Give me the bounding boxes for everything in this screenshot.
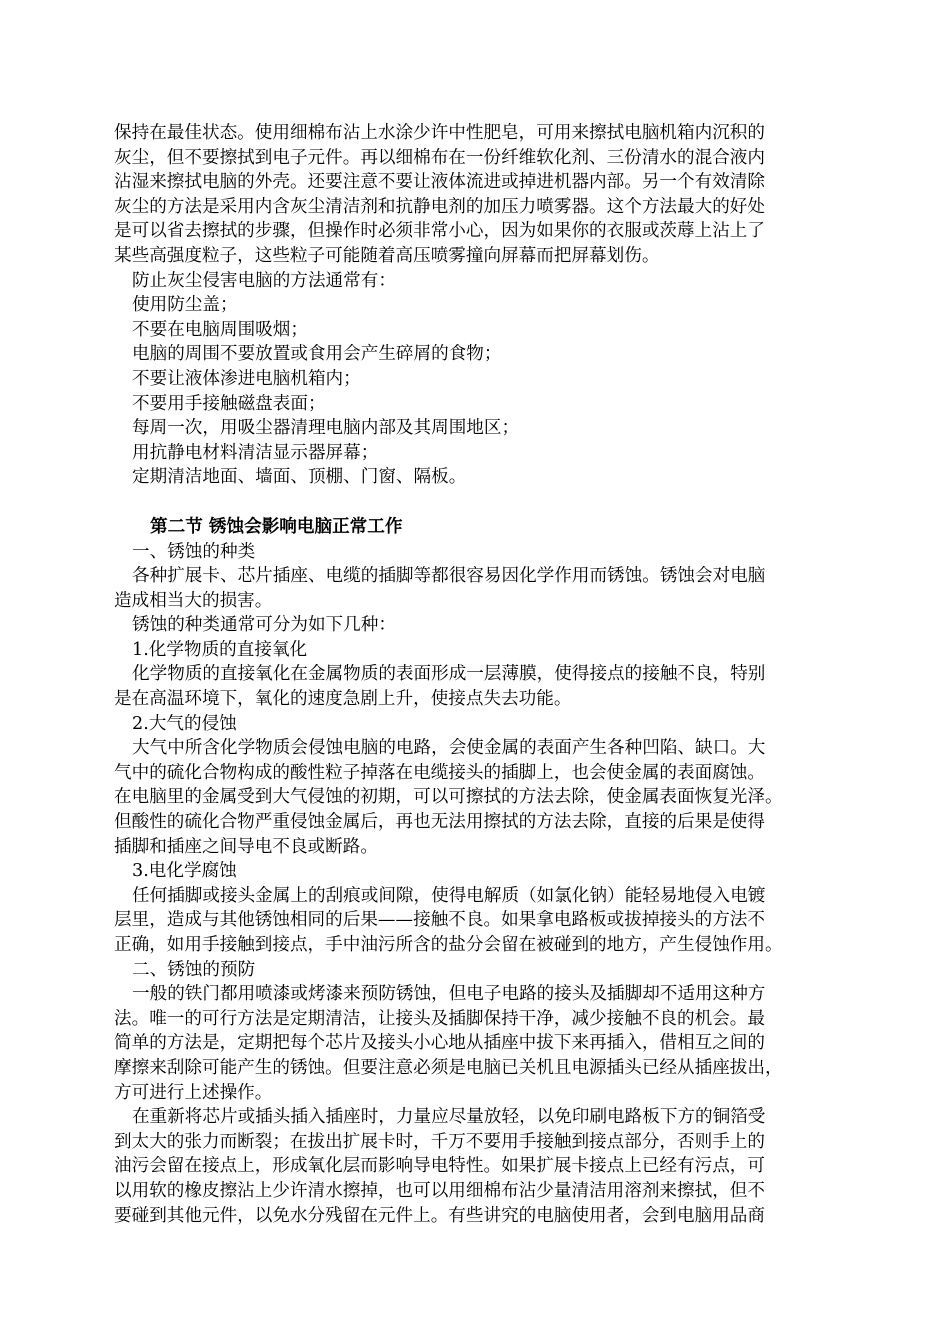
paragraph-line: 法。唯一的可行方法是定期清洁，让接头及插脚保持干净，减少接触不良的机会。最 <box>114 1008 765 1029</box>
paragraph-line: 简单的方法是，定期把每个芯片及接头小心地从插座中拔下来再插入，借相互之间的 <box>114 1033 765 1054</box>
prevent-intro: 防止灰尘侵害电脑的方法通常有： <box>132 270 396 291</box>
paragraph-line: 各种扩展卡、芯片插座、电缆的插脚等都很容易因化学作用而锈蚀。锈蚀会对电脑 <box>132 566 766 587</box>
paragraph-line: 但酸性的硫化合物严重侵蚀金属后，再也无法用擦拭的方法去除，直接的后果是使得 <box>114 812 765 833</box>
paragraph-line: 在重新将芯片或插头插入插座时，力量应尽量放轻，以免印刷电路板下方的铜箔受 <box>132 1107 766 1128</box>
paragraph-line: 方可进行上述操作。 <box>114 1082 273 1103</box>
list-item: 每周一次，用吸尘器清理电脑内部及其周围地区； <box>132 418 520 439</box>
paragraph-line: 任何插脚或接头金属上的刮痕或间隙，使得电解质（如氯化钠）能轻易地侵入电镀 <box>132 885 766 906</box>
paragraph-line: 油污会留在接点上，形成氧化层而影响导电特性。如果扩展卡接点上已经有污点，可 <box>114 1156 765 1177</box>
paragraph-line: 一般的铁门都用喷漆或烤漆来预防锈蚀，但电子电路的接头及插脚却不适用这种方 <box>132 984 766 1005</box>
paragraph-line: 在电脑里的金属受到大气侵蚀的初期，可以可擦拭的方法去除，使金属表面恢复光泽。 <box>114 787 783 808</box>
paragraph-line: 是在高温环境下，氧化的速度急剧上升，使接点失去功能。 <box>114 689 572 710</box>
paragraph-line: 造成相当大的损害。 <box>114 590 273 611</box>
paragraph-line: 以用软的橡皮擦沾上少许清水擦掉，也可以用细棉布沾少量清洁用溶剂来擦拭，但不 <box>114 1180 765 1201</box>
list-item: 定期清洁地面、墙面、顶棚、门窗、隔板。 <box>132 467 467 488</box>
paragraph-line: 灰尘的方法是采用内含灰尘清洁剂和抗静电剂的加压力喷雾器。这个方法最大的好处 <box>114 196 765 217</box>
paragraph-line: 层里，造成与其他锈蚀相同的后果——接触不良。如果拿电路板或拔掉接头的方法不 <box>114 910 765 931</box>
subsection-heading: 一、锈蚀的种类 <box>132 541 256 562</box>
paragraph-line: 气中的硫化合物构成的酸性粒子掉落在电缆接头的插脚上，也会使金属的表面腐蚀。 <box>114 762 765 783</box>
paragraph-line: 锈蚀的种类通常可分为如下几种： <box>132 615 396 636</box>
subsection-heading: 二、锈蚀的预防 <box>132 959 256 980</box>
paragraph-line: 某些高强度粒子，这些粒子可能随着高压喷雾撞向屏幕而把屏幕划伤。 <box>114 245 660 266</box>
paragraph-line: 保持在最佳状态。使用细棉布沾上水涂少许中性肥皂，可用来擦拭电脑机箱内沉积的 <box>114 123 765 143</box>
paragraph-line: 要碰到其他元件，以免水分残留在元件上。有些讲究的电脑使用者，会到电脑用品商 <box>114 1205 765 1226</box>
paragraph-line: 到太大的张力而断裂；在拔出扩展卡时，千万不要用手接触到接点部分，否则手上的 <box>114 1131 765 1152</box>
paragraph-line: 沾湿来擦拭电脑的外壳。还要注意不要让液体流进或掉进机器内部。另一个有效清除 <box>114 172 765 193</box>
paragraph-line: 大气中所含化学物质会侵蚀电脑的电路，会使金属的表面产生各种凹陷、缺口。大 <box>132 738 766 759</box>
paragraph-line: 化学物质的直接氧化在金属物质的表面形成一层薄膜，使得接点的接触不良，特别 <box>132 664 766 685</box>
list-item: 不要让液体渗进电脑机箱内； <box>132 368 361 389</box>
section-heading: 第二节 锈蚀会影响电脑正常工作 <box>150 515 403 537</box>
type-heading: 1.化学物质的直接氧化 <box>132 639 308 660</box>
paragraph-line: 正确，如用手接触到接点，手中油污所含的盐分会留在被碰到的地方，产生侵蚀作用。 <box>114 935 783 955</box>
document-page <box>114 121 840 1228</box>
list-item: 不要在电脑周围吸烟； <box>132 319 308 340</box>
list-item: 用抗静电材料清洁显示器屏幕； <box>132 442 379 463</box>
type-heading: 2.大气的侵蚀 <box>132 713 237 734</box>
type-heading: 3.电化学腐蚀 <box>132 861 237 882</box>
paragraph-line: 是可以省去擦拭的步骤，但操作时必须非常小心，因为如果你的衣服或茨蓐上沾上了 <box>114 221 765 242</box>
list-item: 电脑的周围不要放置或食用会产生碎屑的食物； <box>132 344 502 365</box>
list-item: 使用防尘盖； <box>132 295 238 316</box>
list-item: 不要用手接触磁盘表面； <box>132 393 326 414</box>
paragraph-line: 摩擦来刮除可能产生的锈蚀。但要注意必须是电脑已关机且电源插头已经从插座拔出， <box>114 1057 783 1078</box>
paragraph-line: 插脚和插座之间导电不良或断路。 <box>114 836 378 857</box>
section-spacer <box>114 490 840 515</box>
paragraph-line: 灰尘，但不要擦拭到电子元件。再以细棉布在一份纤维软化剂、三份清水的混合液内 <box>114 147 765 168</box>
